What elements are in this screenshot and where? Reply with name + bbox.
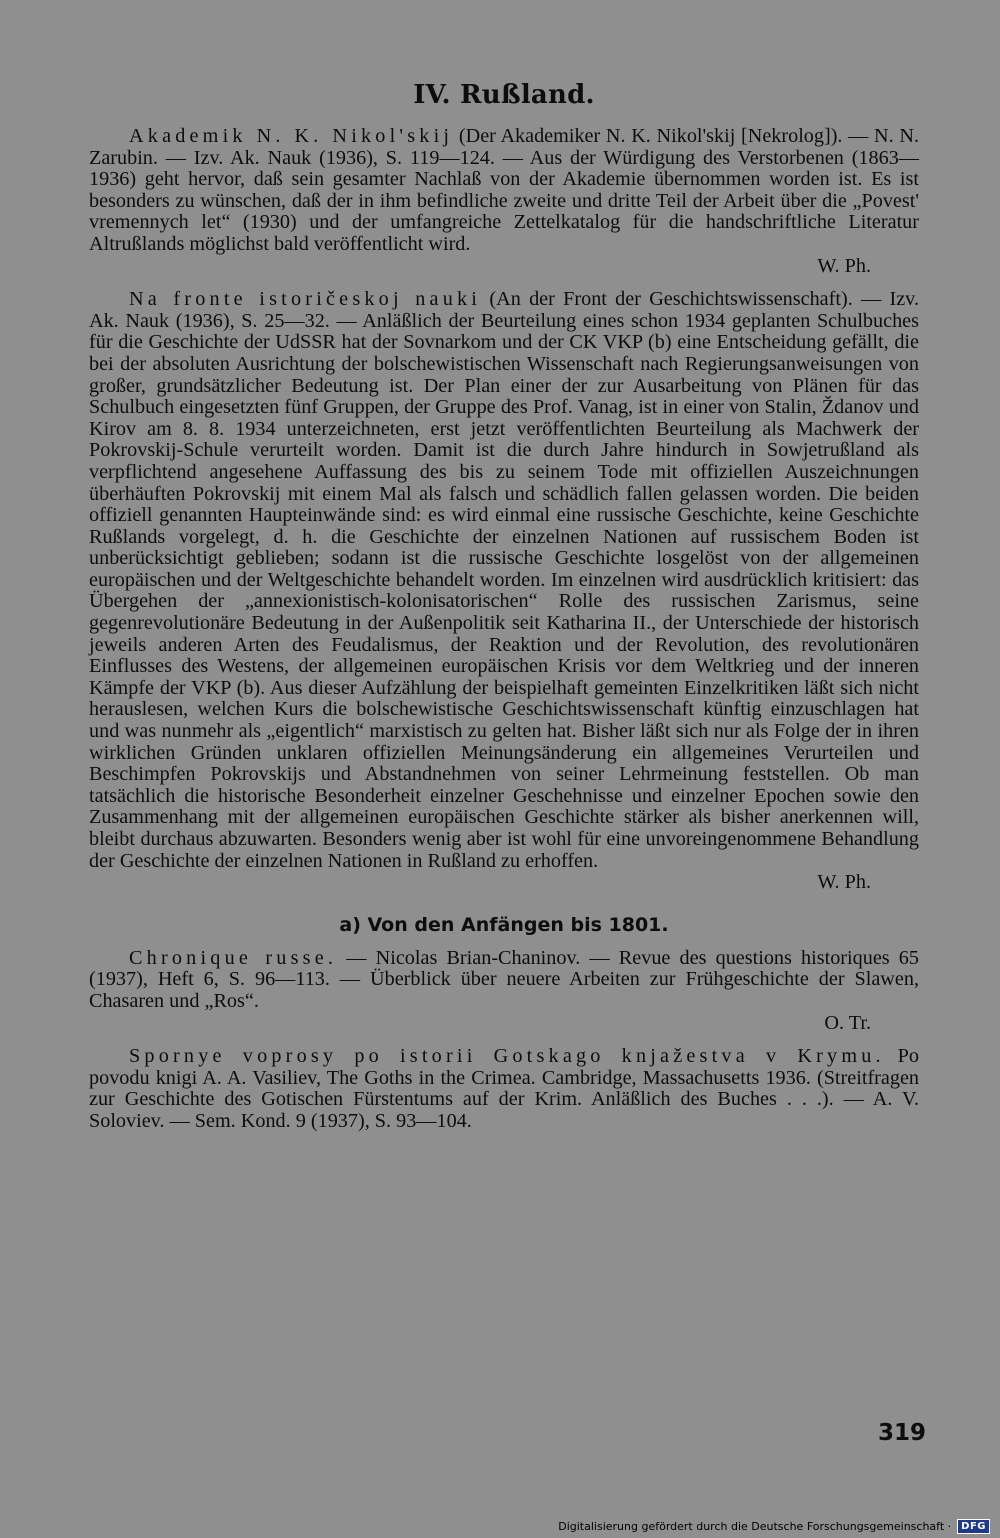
subsection-title: a) Von den Anfängen bis 1801.	[339, 913, 669, 936]
footer-text: Digitalisierung gefördert durch die Deutsche Forschungsgemeinschaft ·	[558, 1520, 952, 1533]
entry-title: Akademik N. K. Nikol'skij	[129, 125, 454, 147]
page-number: 319	[878, 1420, 927, 1446]
section-title: IV. Rußland.	[413, 80, 595, 110]
entry-title: Chronique russe.	[129, 946, 338, 969]
entry-body: Po povodu knigi A. A. Vasiliev, The Goths in the Crimea. Cambridge, Massachusetts 1936. (Streitfragen zur Geschichte des Gotischen Fürstentums auf der Krim. Anläßlich des Buches . . .). — A. V. Soloviev. — Sem. Kond. 9 (1937), S. 93—104.	[89, 1045, 919, 1132]
entry-signature: O. Tr.	[824, 1011, 871, 1034]
entry-title: Spornye voprosy po istorii Gotskago knjažestva v Krymu.	[129, 1045, 885, 1068]
document-page	[89, 80, 919, 1145]
digitization-footer	[558, 1519, 990, 1534]
bibliography-entry	[89, 948, 919, 1034]
entry-title: Na fronte istoričeskoj nauki	[129, 288, 482, 311]
entry-body: — Nicolas Brian-Chaninov. — Revue des questions historiques 65 (1937), Heft 6, S. 96—113. — Überblick über neuere Arbeiten zur Frühgeschichte der Slawen, Chasaren und „Ros“.	[89, 946, 919, 1012]
entry-body: (Der Akademiker N. K. Nikol'skij [Nekrolog]). — N. N. Zarubin. — Izv. Ak. Nauk (1936), S. 119—124. — Aus der Würdigung des Verstorbenen (1863—1936) geht hervor, daß sein gesamter Nachlaß von der Akademie übernommen worden ist. Es ist besonders zu wünschen, daß der in ihm befindliche zweite und dritte Teil der Arbeit über die „Povest' vremennych let“ (1930) und der umfangreiche Zettelkatalog für die handschriftliche Literatur Altrußlands möglichst bald veröffentlicht wird.	[89, 125, 919, 255]
entry-body: (An der Front der Geschichtswissenschaft). — Izv. Ak. Nauk (1936), S. 25—32. — Anläßlich der Beurteilung eines schon 1934 geplanten Schulbuches für die Geschichte der UdSSR hat der Sovnarkom und der CK VKP (b) eine Entscheidung gefällt, die bei der absoluten Ausrichtung der bolschewistischen Wissenschaft nach Regierungsanweisungen von großer, grundsätzlicher Bedeutung ist. Der Plan einer der zur Ausarbeitung von Plänen für das Schulbuch eingesetzten fünf Gruppen, der Gruppe des Prof. Vanag, ist in einer von Stalin, Ždanov und Kirov am 8. 8. 1934 unterzeichneten, erst jetzt veröffentlichten Beurteilung als Machwerk der Pokrovskij-Schule verurteilt worden. Damit ist die durch Jahre hindurch in Sowjetrußland als verpflichtend angesehene Auffassung des bis zu seinem Tode mit offiziellen Auszeichnungen überhäuften Pokrovskij mit einem Mal als falsch und schädlich fallen gelassen worden. Die beiden offiziell genannten Haupteinwände sind: es wird einmal eine russische Geschichte, keine Geschichte Rußlands vorgelegt, d. h. die Geschichte der einzelnen Nationen auf russischem Boden ist unberücksichtigt geblieben; sodann ist die russische Geschichte losgelöst von der allgemeinen europäischen und der Weltgeschichte behandelt worden. Im einzelnen wird ausdrücklich kritisiert: das Übergehen der „annexionistisch-kolonisatorischen“ Rolle des russischen Zarismus, seine gegenrevolutionäre Bedeutung in der Außenpolitik seit Katharina II., der Unterschiede der historisch jeweils anderen Arten des Feudalismus, der Reaktion und der Revolution, des revolutionären Einflusses des Westens, der allgemeinen europäischen Krisis vor dem Weltkrieg und der inneren Kämpfe der VKP (b). Aus dieser Aufzählung der beispielhaft gemeinten Einzelkritiken läßt sich nicht herauslesen, welchen Kurs die bolschewistische Geschichtswissenschaft künftig einzuschlagen hat und was nunmehr als „eigentlich“ marxistisch zu gelten hat. Bisher läßt sich nur als Folge der in ihren wirklichen Gründen unklaren offiziellen Meinungsänderung ein allgemeines Verurteilen und Beschimpfen Pokrovskijs und Abstandnehmen von seiner Lehrmeinung feststellen. Ob man tatsächlich die historische Besonderheit einzelner Geschehnisse und einzelner Epochen sowie den Zusammenhang mit der allgemeinen europäischen Geschichte stärker als bisher anerkennen will, bleibt durchaus abzuwarten. Besonders wenig aber ist wohl für eine unvoreingenommene Behandlung der Geschichte der einzelnen Nationen in Rußland zu erhoffen.	[89, 288, 919, 872]
entry-signature: W. Ph.	[817, 254, 871, 277]
entry-signature: W. Ph.	[817, 871, 871, 894]
bibliography-entry	[89, 126, 919, 277]
bibliography-entry	[89, 289, 919, 894]
bibliography-entry	[89, 1046, 919, 1132]
dfg-logo-icon: DFG	[957, 1519, 990, 1534]
